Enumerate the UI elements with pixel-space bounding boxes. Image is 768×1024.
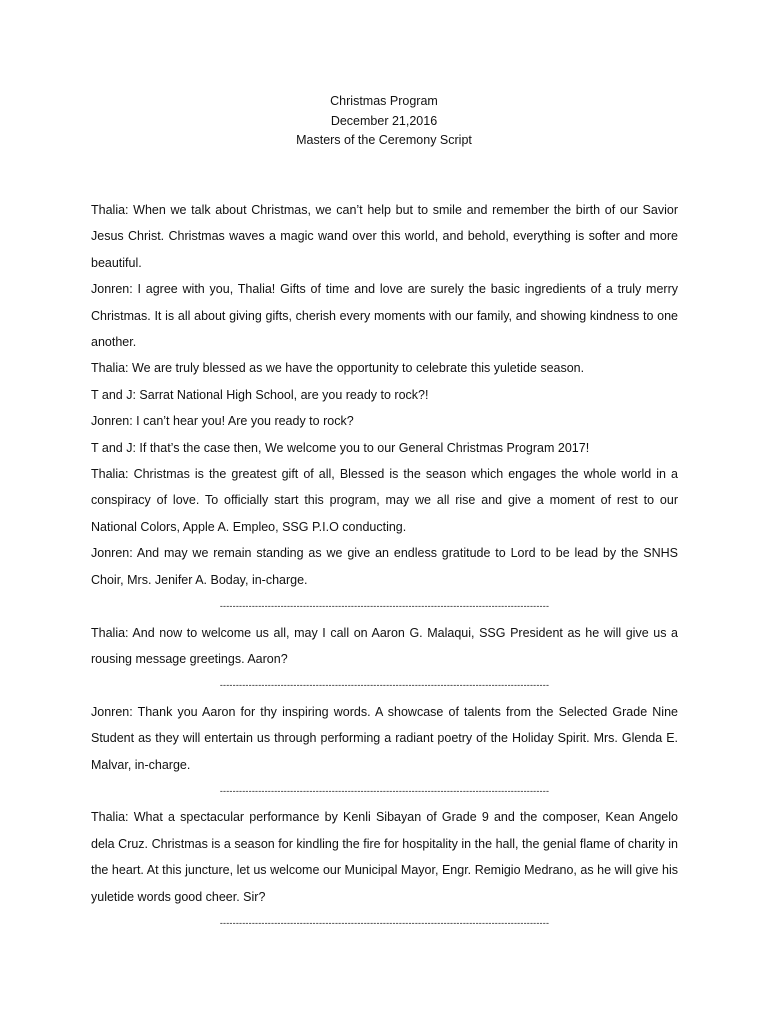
script-paragraph: Thalia: What a spectacular performance by Kenli Sibayan of Grade 9 and the composer, Kean Angelo dela Cruz. Christmas is a season for kindling the fire for hospitality in the hall, the genial flame of charity in the heart. At this juncture, let us welcome our Municipal Mayor, Engr. Remigio Medrano, as he will give his yuletide words good cheer. Sir? — [91, 810, 678, 904]
section-separator: ------------------------------------------------------------------------------------------------------- — [219, 917, 550, 928]
script-paragraph: Jonren: And may we remain standing as we give an endless gratitude to Lord to be lead by the SNHS Choir, Mrs. Jenifer A. Boday, in-charge. — [91, 546, 678, 587]
script-paragraph: Jonren: Thank you Aaron for thy inspiring words. A showcase of talents from the Selected Grade Nine Student as they will entertain us through performing a radiant poetry of the Holiday Spirit. Mrs. Glenda E. Malvar, in-charge. — [91, 704, 678, 772]
document-header — [0, 92, 768, 151]
script-paragraph: Jonren: I can’t hear you! Are you ready to rock? — [91, 414, 354, 429]
section-separator: ------------------------------------------------------------------------------------------------------- — [219, 680, 550, 691]
program-title: Christmas Program — [330, 94, 438, 108]
script-paragraph: T and J: Sarrat National High School, are you ready to rock?! — [91, 387, 429, 402]
section-separator: ------------------------------------------------------------------------------------------------------- — [219, 601, 550, 612]
script-paragraph: Thalia: And now to welcome us all, may I call on Aaron G. Malaqui, SSG President as he will give us a rousing message greetings. Aaron? — [91, 625, 678, 666]
script-paragraph: Thalia: We are truly blessed as we have the opportunity to celebrate this yuletide season. — [91, 361, 585, 376]
script-subtitle: Masters of the Ceremony Script — [296, 133, 472, 147]
script-body — [91, 197, 678, 936]
script-paragraph: T and J: If that’s the case then, We welcome you to our General Christmas Program 2017! — [91, 440, 590, 455]
section-separator: ------------------------------------------------------------------------------------------------------- — [219, 785, 550, 796]
script-paragraph: Jonren: I agree with you, Thalia! Gifts of time and love are surely the basic ingredients of a truly merry Christmas. It is all about giving gifts, cherish every moments with our family, and showing kindness to one another. — [91, 282, 678, 350]
script-paragraph: Thalia: Christmas is the greatest gift of all, Blessed is the season which engages the whole world in a conspiracy of love. To officially start this program, may we all rise and give a moment of rest to our National Colors, Apple A. Empleo, SSG P.I.O conducting. — [91, 467, 678, 534]
script-paragraph: Thalia: When we talk about Christmas, we can’t help but to smile and remember the birth of our Savior Jesus Christ. Christmas waves a magic wand over this world, and behold, everything is softer and more beautiful. — [91, 203, 678, 270]
program-date: December 21,2016 — [330, 113, 438, 128]
